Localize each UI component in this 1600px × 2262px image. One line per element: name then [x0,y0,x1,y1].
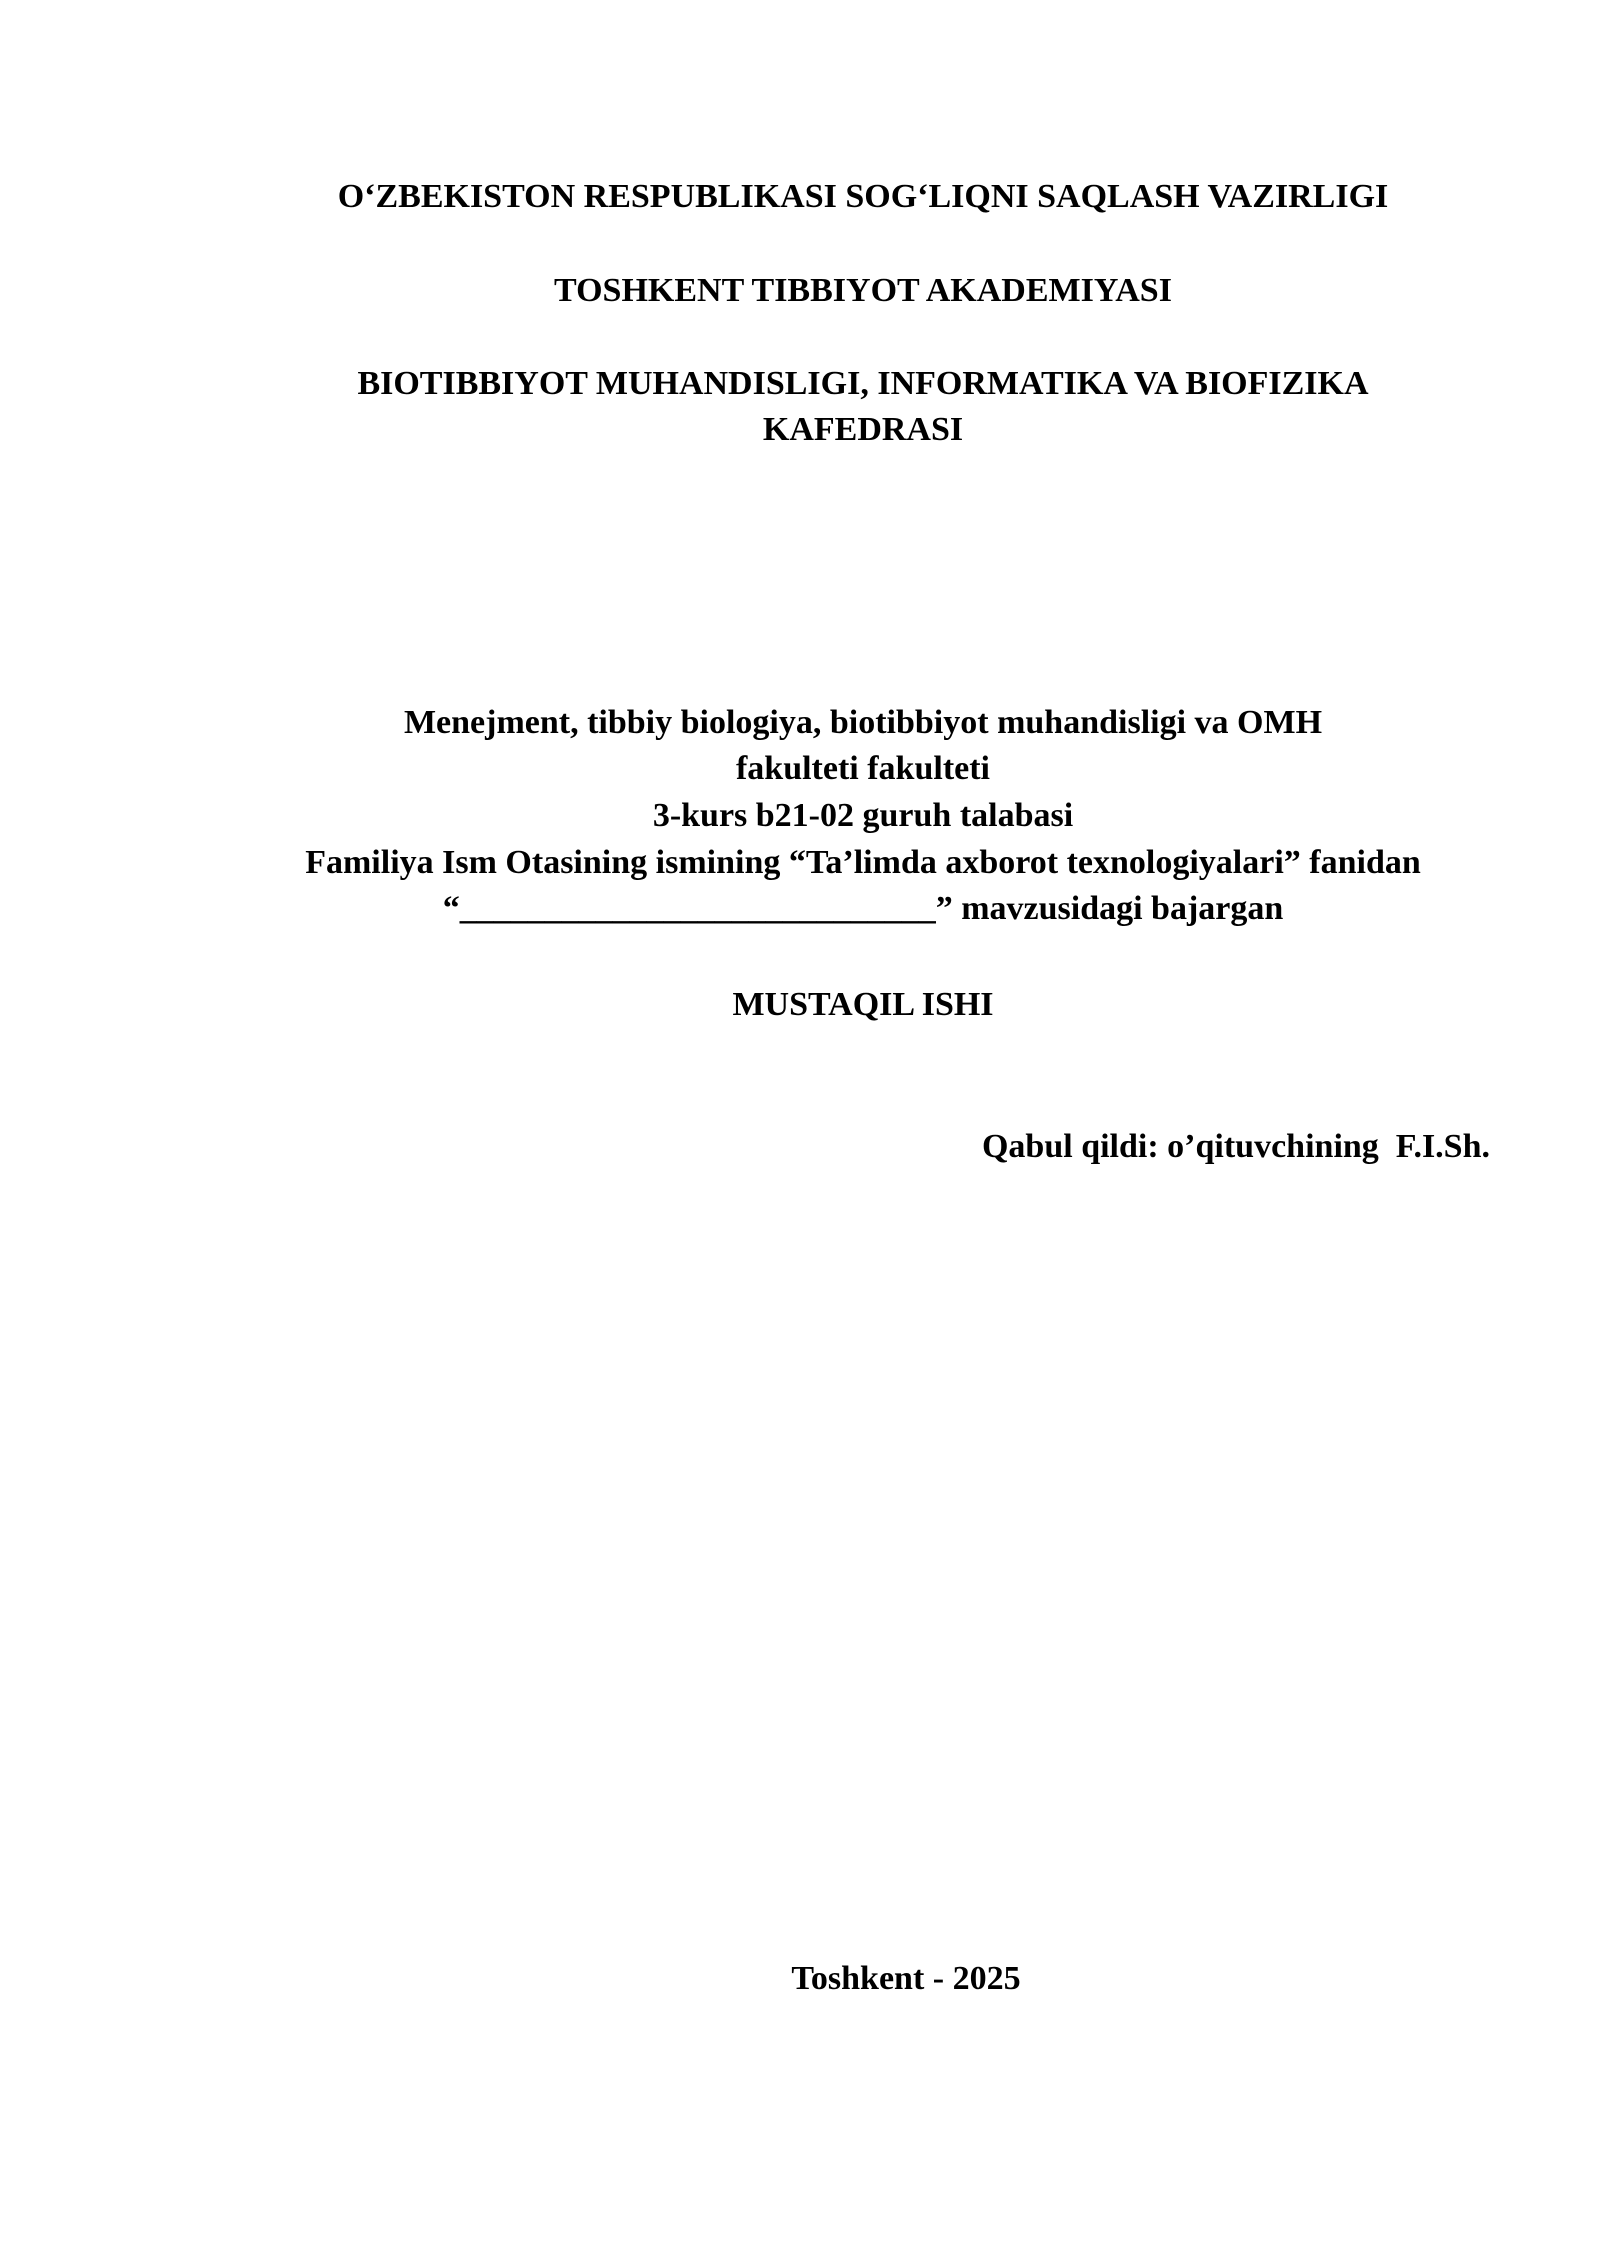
work-title: MUSTAQIL ISHI [732,986,994,1023]
course-group-line: 3-kurs b21-02 guruh talabasi [652,797,1074,834]
department-heading-line2: KAFEDRASI [762,411,964,448]
accepted-by-line: Qabul qildi: o’qituvchining F.I.Sh. [981,1128,1490,1165]
department-heading-line1: BIOTIBBIYOT MUHANDISLIGI, INFORMATIKA VA BIOFIZIKA [357,365,1369,402]
city-year-footer: Toshkent - 2025 [791,1960,1021,1997]
ministry-heading: O‘ZBEKISTON RESPUBLIKASI SOG‘LIQNI SAQLASH VAZIRLIGI [337,178,1389,215]
faculty-line2: fakulteti fakulteti [735,750,991,787]
academy-heading: TOSHKENT TIBBIYOT AKADEMIYASI [554,272,1172,309]
topic-line: “____________________________” mavzusidagi bajargan [442,890,1284,927]
subject-line: Familiya Ism Otasining ismining “Ta’limda axborot texnologiyalari” fanidan [305,844,1421,881]
faculty-line1: Menejment, tibbiy biologiya, biotibbiyot muhandisligi va OMH [403,704,1323,741]
